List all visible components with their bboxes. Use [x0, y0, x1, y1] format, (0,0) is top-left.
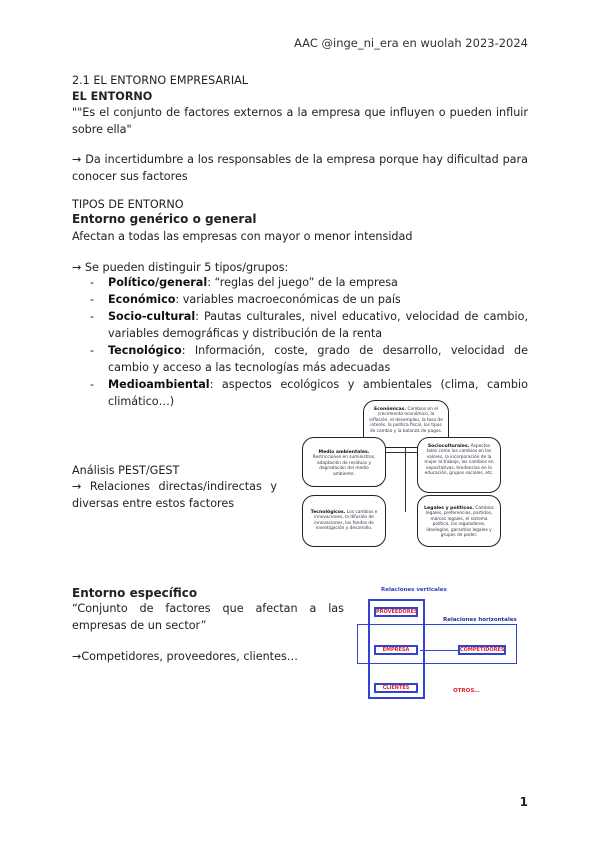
factor-term: Socio-cultural [108, 310, 196, 323]
definition: ""Es el conjunto de factores externos a la empresa que influyen o pueden influir sobre ella" [72, 106, 528, 136]
suppliers-box: PROVEEDORES [376, 609, 418, 615]
vertical-label: Relaciones verticales [381, 587, 447, 593]
factor-term: Medioambiental [108, 378, 210, 391]
horizontal-frame [357, 624, 517, 664]
bullet: - [90, 344, 95, 357]
specific-desc: “Conjunto de factores que afectan a las empresas de un sector” [72, 602, 344, 632]
pest-note: → Relaciones directas/indirectas y diversas entre estos factores [72, 480, 277, 510]
clients-box: CLIENTES [374, 683, 418, 693]
diagram-box-environmental: Medio ambientales. Restricciones en suministros, adaptación de residuos y degradación del medio ambiente. [302, 437, 386, 487]
generic-desc: Afectan a todas las empresas con mayor o menor intensidad [72, 230, 413, 243]
factor-item [72, 376, 528, 410]
others-label: OTROS… [453, 688, 480, 694]
factor-text: : “reglas del juego” de la empresa [207, 276, 398, 289]
diagram-box-economic: Económicas. Cambios en el crecimiento económico, la inflación, el desempleo, la tasa de interés, la política fiscal, los tipos de cambio y la balanza de pagos. [363, 400, 449, 448]
factor-term: Político/general [108, 276, 208, 289]
company-box: EMPRESA [374, 645, 418, 655]
diagram-box-legal: Legales y políticos. Cambios legales, preferencias, partidos, marcos legales, el sistema político, los reguladores, ideologías, garantías legales y grupos de poder. [417, 495, 501, 547]
factor-list [72, 274, 528, 410]
factor-text: : Información, coste, grado de desarrollo, velocidad de cambio y acceso a las tecnologías más adecuadas [108, 344, 528, 374]
bullet: - [90, 276, 95, 289]
types-heading: TIPOS DE ENTORNO [72, 198, 184, 211]
specific-note: →Competidores, proveedores, clientes… [72, 650, 298, 663]
factor-text: : variables macroeconómicas de un país [175, 293, 401, 306]
section-title: 2.1 EL ENTORNO EMPRESARIAL [72, 74, 249, 87]
factor-item [72, 274, 528, 291]
competitors-box: COMPETIDORES [460, 647, 505, 653]
diagram-box-sociocultural: Socioculturales. Aspectos tales como los cambios en los valores, la incorporación de la mujer al trabajo, los cambios en expectativas, tendencias en la educación, grupos sociales, etc. [417, 437, 501, 493]
factor-term: Tecnológico [108, 344, 182, 357]
pest-label: Análisis PEST/GEST [72, 464, 180, 477]
factor-text: : aspectos ecológicos y ambientales (clima, cambio climático…) [108, 378, 528, 408]
factor-text: : Pautas culturales, nivel educativo, velocidad de cambio, variables demográficas y distribución de la renta [108, 310, 528, 340]
generic-heading: Entorno genérico o general [72, 212, 257, 226]
page-number: 1 [519, 795, 528, 809]
bullet: - [90, 293, 95, 306]
note: → Da incertidumbre a los responsables de la empresa porque hay dificultad para conocer sus factores [72, 153, 528, 183]
heading-entorno: EL ENTORNO [72, 90, 153, 103]
bullet: - [90, 310, 95, 323]
factor-term: Económico [108, 293, 176, 306]
bullet: - [90, 378, 95, 391]
factor-item [72, 308, 528, 342]
specific-heading: Entorno específico [72, 586, 198, 600]
factor-item [72, 342, 528, 376]
page-header: AAC @inge_ni_era en wuolah 2023-2024 [293, 36, 528, 50]
generic-intro: → Se pueden distinguir 5 tipos/grupos: [72, 261, 289, 274]
factor-item [72, 291, 528, 308]
diagram-box-technological: Tecnológicos. Los cambios e innovaciones, la difusión de innovaciones, los fondos de investigación y desarrollo. [302, 495, 386, 547]
horizontal-label: Relaciones horizontales [443, 617, 517, 623]
